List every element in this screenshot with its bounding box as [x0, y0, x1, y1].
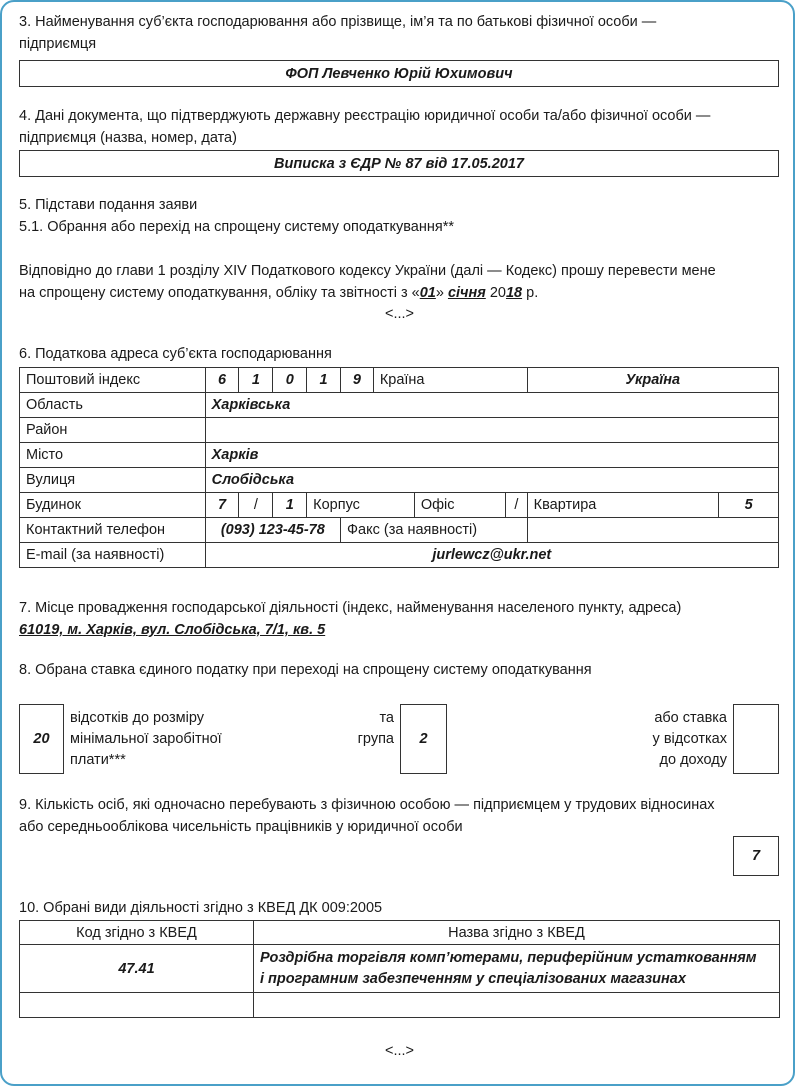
email-value: jurlewcz@ukr.net	[205, 543, 778, 568]
postal-label: Поштовий індекс	[20, 368, 206, 393]
phone-label: Контактний телефон	[20, 518, 206, 543]
s5-month: січня	[447, 285, 486, 301]
city-value: Харків	[205, 443, 778, 468]
s8-percent-text-1: відсотків до розміру	[70, 710, 204, 726]
s10-ellipsis: <...>	[384, 1043, 415, 1059]
korpus-label: Корпус	[307, 493, 415, 518]
s5-year: 18	[505, 285, 523, 301]
district-row	[20, 418, 779, 443]
email-label: E-mail (за наявності)	[20, 543, 206, 568]
postal-digit: 0	[273, 368, 307, 393]
city-label: Місто	[20, 443, 206, 468]
kved-col-code: Код згідно з КВЕД	[20, 921, 254, 945]
kved-table	[19, 920, 780, 1018]
s9-value-box: 7	[733, 836, 779, 876]
s8-percent-box: 20	[19, 704, 64, 774]
region-value: Харківська	[205, 393, 778, 418]
s9-label-line1: 9. Кількість осіб, які одночасно перебувають з фізичною особою — підприємцем у трудових відносинах	[19, 797, 715, 813]
s8-group-box: 2	[400, 704, 447, 774]
kved-code: 47.41	[20, 945, 254, 993]
postal-digit: 9	[341, 368, 374, 393]
office-label: Офіс	[414, 493, 505, 518]
address-table	[19, 367, 779, 568]
district-label: Район	[20, 418, 206, 443]
street-value: Слобідська	[205, 468, 778, 493]
city-row	[20, 443, 779, 468]
apartment-label: Квартира	[527, 493, 719, 518]
postal-row	[20, 368, 779, 393]
country-label: Країна	[373, 368, 527, 393]
kved-col-name: Назва згідно з КВЕД	[254, 921, 780, 945]
country-value: Україна	[527, 368, 778, 393]
region-label: Область	[20, 393, 206, 418]
s4-value-field: Виписка з ЄДР № 87 від 17.05.2017	[19, 150, 779, 177]
building-label: Будинок	[20, 493, 206, 518]
s10-title: 10. Обрані види діяльності згідно з КВЕД ДК 009:2005	[19, 900, 383, 916]
building-slash: /	[239, 493, 273, 518]
s5-text-line1: Відповідно до глави 1 розділу XIV Податкового кодексу України (далі — Кодекс) прошу перевести мене	[19, 263, 716, 279]
s8-percent-text-2: мінімальної заробітної	[70, 731, 222, 747]
street-row	[20, 468, 779, 493]
s4-label-line1: 4. Дані документа, що підтверджують державну реєстрацію юридичної особи та/або фізичної особи —	[19, 108, 711, 124]
s7-value: 61019, м. Харків, вул. Слобідська, 7/1, кв. 5	[19, 622, 326, 638]
fax-label: Факс (за наявності)	[341, 518, 528, 543]
postal-digit: 1	[307, 368, 341, 393]
s5-title: 5. Підстави подання заяви	[19, 197, 198, 213]
district-value	[205, 418, 778, 443]
postal-digit: 1	[239, 368, 273, 393]
s4-label-line2: підприємця (назва, номер, дата)	[19, 130, 237, 146]
s8-group-label: група	[357, 731, 394, 747]
office-slash: /	[506, 493, 528, 518]
apartment-value: 5	[719, 493, 779, 518]
s9-label-line2: або середньооблікова чисельність працівників у юридичної особи	[19, 819, 463, 835]
s8-rate-box	[733, 704, 779, 774]
s8-and-label: та	[379, 710, 394, 726]
building-sub: 1	[273, 493, 307, 518]
building-row	[20, 493, 779, 518]
kved-row	[20, 945, 780, 993]
s7-label: 7. Місце провадження господарської діяльності (індекс, найменування населеного пункту, адреса)	[19, 600, 682, 616]
kved-name	[254, 993, 780, 1018]
kved-name: Роздрібна торгівля комп’ютерами, периферійним устаткованням і програмним забезпеченням у спеціалізованих магазинах	[254, 945, 780, 993]
street-label: Вулиця	[20, 468, 206, 493]
region-row	[20, 393, 779, 418]
s8-rate-text-1: або ставка	[654, 710, 727, 726]
s5-ellipsis: <...>	[384, 306, 415, 322]
s5-day: 01	[419, 285, 436, 301]
phone-row	[20, 518, 779, 543]
s8-title: 8. Обрана ставка єдиного податку при переході на спрощену систему оподаткування	[19, 662, 592, 678]
s8-percent-text-3: плати***	[70, 752, 126, 768]
postal-digit: 6	[205, 368, 239, 393]
s5-sub: 5.1. Обрання або перехід на спрощену систему оподаткування**	[19, 219, 454, 235]
s3-value-field: ФОП Левченко Юрій Юхимович	[19, 60, 779, 87]
s3-label-line2: підприємця	[19, 36, 97, 52]
phone-value: (093) 123-45-78	[205, 518, 340, 543]
email-row	[20, 543, 779, 568]
s6-title: 6. Податкова адреса суб’єкта господарювання	[19, 346, 332, 362]
fax-value	[527, 518, 778, 543]
s8-rate-text-2: у відсотках	[652, 731, 727, 747]
kved-header-row	[20, 921, 780, 945]
s3-label-line1: 3. Найменування суб’єкта господарювання або прізвище, ім’я та по батькові фізичної особи —	[19, 14, 657, 30]
kved-row	[20, 993, 780, 1018]
kved-code	[20, 993, 254, 1018]
building-number: 7	[205, 493, 239, 518]
s8-rate-text-3: до доходу	[659, 752, 727, 768]
s5-text-line2: на спрощену систему оподаткування, обліку та звітності з «01» січня 2018 р.	[19, 285, 539, 301]
